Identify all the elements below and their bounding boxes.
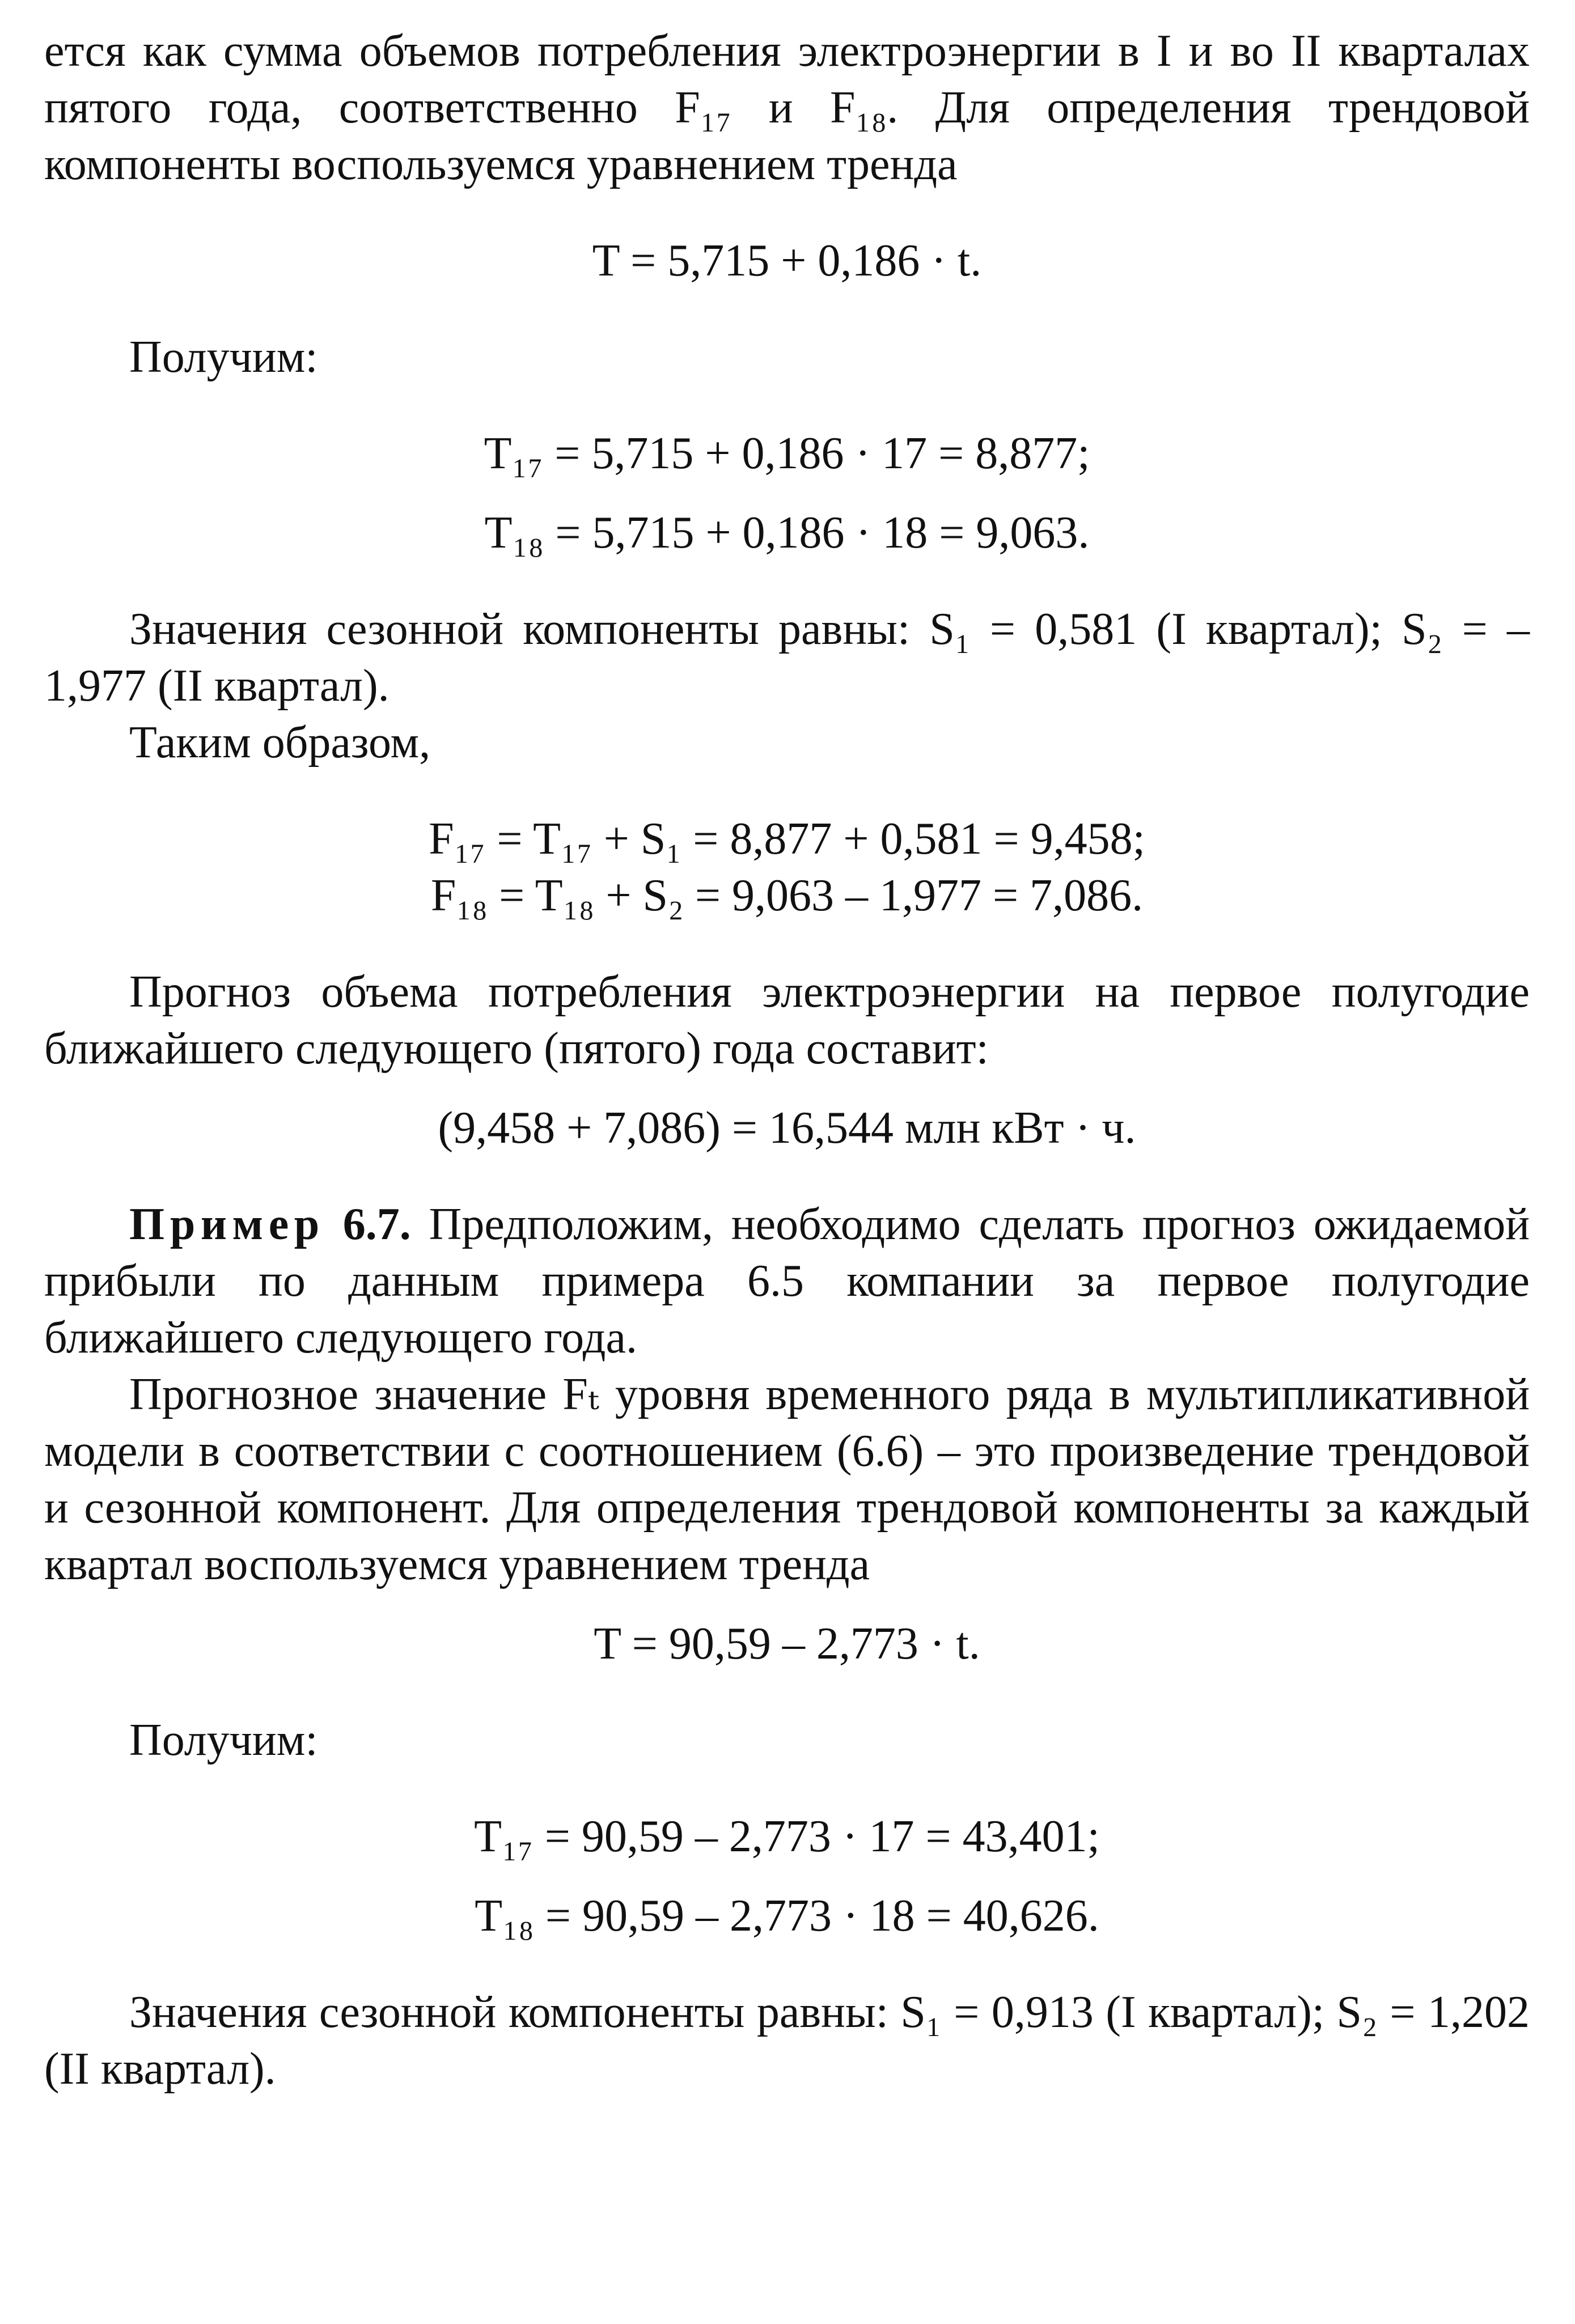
paragraph-intro: ется как сумма объемов потребления электроэнергии в I и во II кварталах пятого года, соответственно F₁₇ и F₁₈. Для определения трендовой компоненты воспользуемся уравнением тренда: [44, 26, 1530, 189]
example-label: Пример: [129, 1199, 325, 1249]
paragraph-multiplicative-model: Прогнозное значение Fₜ уровня временного ряда в мультипликативной модели в соответствии с соотношением (6.6) – это произведение трендовой и сезонной компонент. Для определения трендовой компоненты за каждый квартал воспользуемся уравнением тренда: [44, 1369, 1530, 1589]
paragraph-result-label-2: Получим:: [129, 1715, 318, 1765]
equation-f17: F₁₇ = T₁₇ + S₁ = 8,877 + 0,581 = 9,458;: [429, 814, 1145, 864]
equation-t17-1: T₁₇ = 5,715 + 0,186 · 17 = 8,877;: [484, 429, 1090, 478]
equation-f18: F₁₈ = T₁₈ + S₂ = 9,063 – 1,977 = 7,086.: [430, 871, 1144, 921]
paragraph-forecast: Прогноз объема потребления электроэнергии на первое полугодие ближайшего следующего (пятого) года составит:: [44, 967, 1530, 1074]
example-text: Предположим, необходимо сделать прогноз ожидаемой прибыли по данным примера 6.5 компании за первое полугодие ближайшего следующего года.: [44, 1199, 1530, 1363]
equation-t18-2: T₁₈ = 90,59 – 2,773 · 18 = 40,626.: [475, 1891, 1099, 1941]
equation-forecast-total: (9,458 + 7,086) = 16,544 млн кВт · ч.: [438, 1103, 1136, 1153]
example-number: 6.7.: [342, 1199, 411, 1249]
paragraph-example: [44, 1196, 1530, 1366]
document-page: [44, 23, 1530, 2097]
equation-trend-1: T = 5,715 + 0,186 · t.: [592, 236, 982, 286]
equation-t17-2: T₁₇ = 90,59 – 2,773 · 17 = 43,401;: [474, 1812, 1100, 1861]
paragraph-result-label-1: Получим:: [129, 332, 318, 382]
paragraph-thus: Таким образом,: [129, 718, 431, 767]
paragraph-seasonal-2: Значения сезонной компоненты равны: S₁ = 0,913 (I квартал); S₂ = 1,202 (II квартал).: [44, 1987, 1530, 2094]
equation-t18-1: T₁₈ = 5,715 + 0,186 · 18 = 9,063.: [484, 508, 1090, 558]
paragraph-seasonal-1: Значения сезонной компоненты равны: S₁ = 0,581 (I квартал); S₂ = –1,977 (II квартал).: [44, 604, 1530, 711]
equation-trend-2: T = 90,59 – 2,773 · t.: [594, 1619, 980, 1669]
